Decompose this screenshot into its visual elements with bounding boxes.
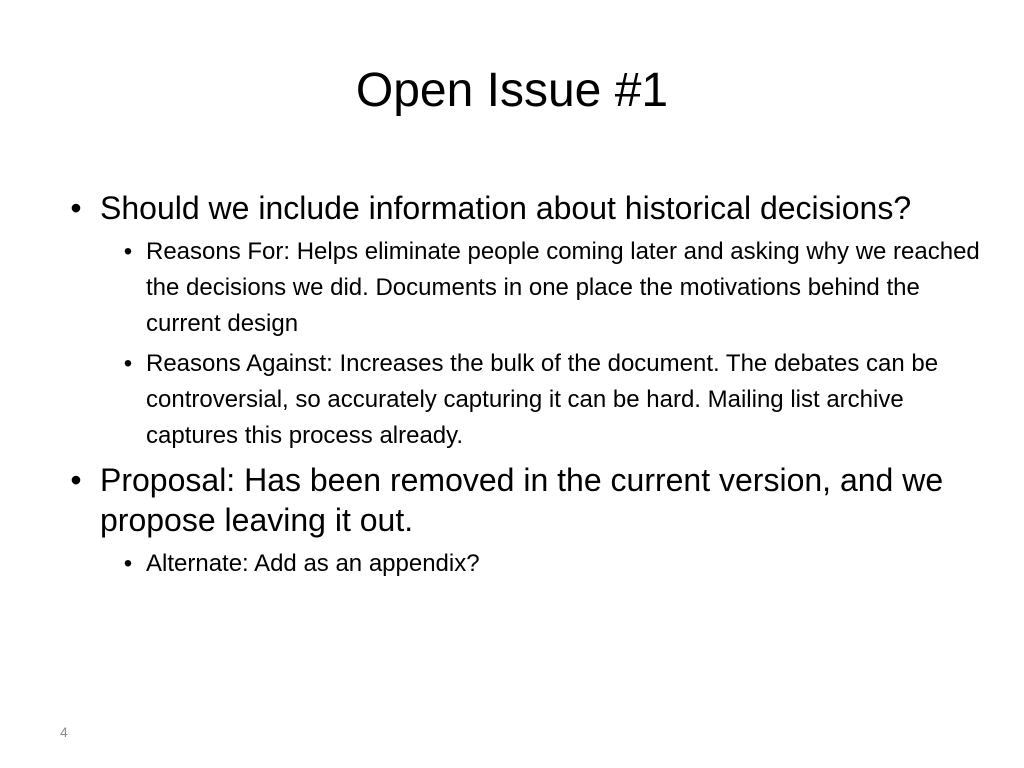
sub-bullet-text: Reasons Against: Increases the bulk of the document. The debates can be controversial, so accurately capturing it can be hard. Mailing list archive captures this process already. (146, 350, 939, 449)
slide-title: Open Issue #1 (355, 64, 669, 117)
bullet-icon: • (70, 190, 82, 226)
sub-bullet-text: Alternate: Add as an appendix? (146, 550, 480, 577)
slide-number: 4 (60, 724, 68, 740)
sub-bullet-text: Reasons For: Helps eliminate people coming later and asking why we reached the decisions we did. Documents in one place the motivations behind the current design (146, 238, 980, 337)
bullet-text: Should we include information about historical decisions? (100, 190, 912, 226)
bullet-icon: • (70, 462, 82, 498)
bullet-icon: • (123, 550, 133, 577)
sub-bullet-reasons-for (110, 234, 982, 342)
bullet-icon: • (123, 350, 133, 377)
bullet-point-proposal (52, 460, 982, 540)
bullet-list (52, 188, 982, 582)
bullet-text: Proposal: Has been removed in the current version, and we propose leaving it out. (100, 462, 944, 538)
sub-bullet-reasons-against (110, 346, 982, 454)
bullet-icon: • (123, 238, 133, 265)
sub-bullet-alternate (110, 546, 982, 582)
bullet-point-historical-decisions (52, 188, 982, 228)
